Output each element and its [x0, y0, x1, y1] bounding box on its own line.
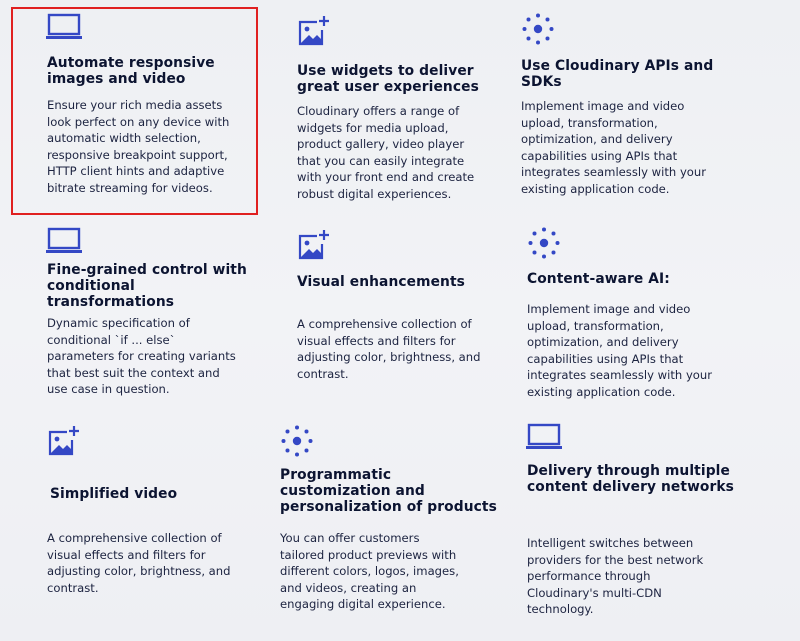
feature-title: Use Cloudinary APIs and SDKs — [521, 58, 714, 90]
feature-description: Intelligent switches between providers for the best network performance through Cloudinary's multi-CDN technology. — [527, 536, 704, 617]
laptop-icon — [46, 226, 82, 256]
feature-title: Content-aware AI: — [527, 271, 670, 287]
feature-description: A comprehensive collection of visual effects and filters for adjusting color, brightness, and contrast. — [47, 531, 231, 595]
feature-title: Visual enhancements — [297, 274, 465, 290]
feature-description: You can offer customers tailored product previews with different colors, logos, images, and videos, creating an engaging digital experience. — [280, 531, 459, 612]
feature-title: Fine-grained control with conditional transformations — [47, 262, 247, 310]
dots-circle-icon — [280, 424, 314, 458]
feature-title: Programmatic customization and personalization of products — [280, 467, 497, 515]
image-add-icon — [47, 424, 81, 458]
feature-description: Dynamic specification of conditional `if ... else` parameters for creating variants that best suit the context and use case in question. — [47, 316, 236, 397]
laptop-icon — [46, 12, 82, 42]
laptop-icon — [526, 422, 562, 452]
feature-description: Implement image and video upload, transformation, optimization, and delivery capabilities using APIs that integrates seamlessly with your existing application code. — [527, 302, 713, 399]
feature-description: A comprehensive collection of visual effects and filters for adjusting color, brightness, and contrast. — [297, 317, 481, 381]
feature-title: Simplified video — [50, 486, 178, 502]
image-add-icon — [297, 14, 331, 48]
dots-circle-icon — [521, 12, 555, 46]
feature-title: Delivery through multiple content delivery networks — [527, 463, 734, 495]
feature-title: Use widgets to deliver great user experiences — [297, 63, 479, 95]
image-add-icon — [297, 228, 331, 262]
feature-description: Ensure your rich media assets look perfect on any device with automatic width selection, responsive breakpoint support, HTTP client hints and adaptive bitrate streaming for videos. — [47, 98, 230, 195]
dots-circle-icon — [527, 226, 561, 260]
feature-title: Automate responsive images and video — [47, 55, 215, 87]
feature-description: Cloudinary offers a range of widgets for media upload, product gallery, video player that you can easily integrate with your front end and create robust digital experiences. — [297, 104, 475, 201]
feature-description: Implement image and video upload, transformation, optimization, and delivery capabilities using APIs that integrates seamlessly with your existing application code. — [521, 99, 707, 196]
